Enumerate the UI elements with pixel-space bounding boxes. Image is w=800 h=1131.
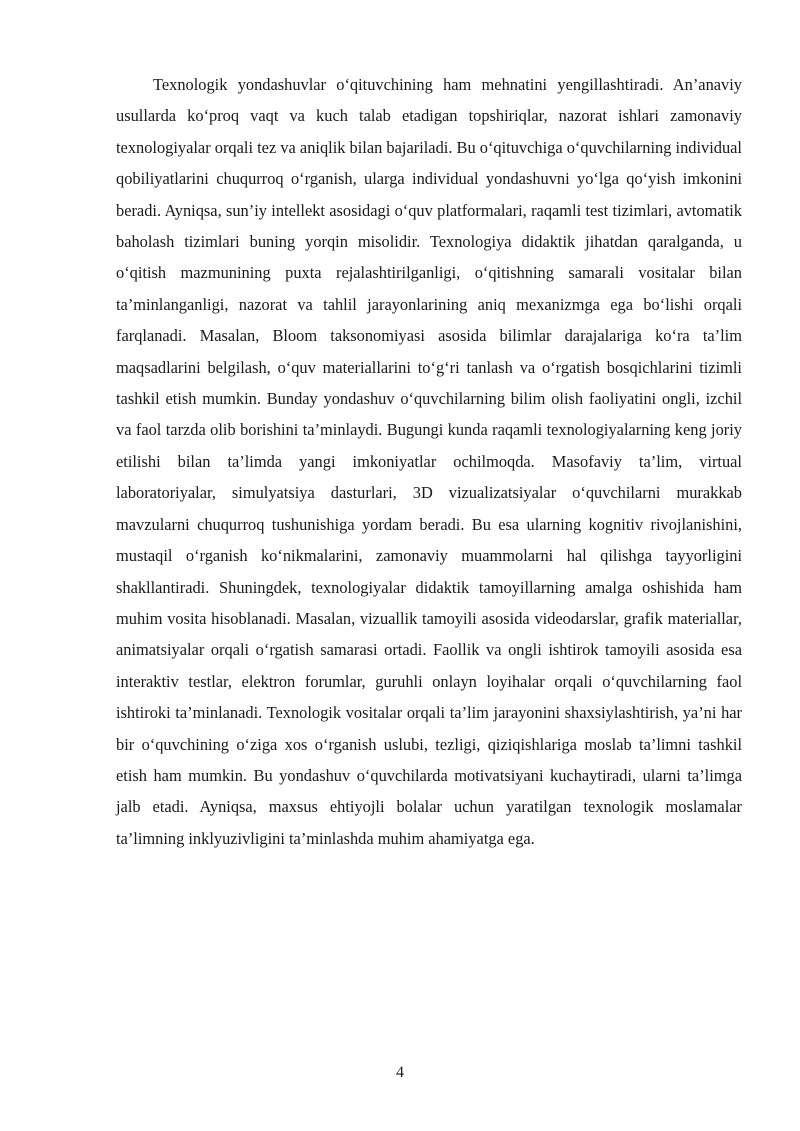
- document-page: [116, 69, 742, 854]
- body-paragraph: Texnologik yondashuvlar oʻqituvchining ham mehnatini yengillashtiradi. An’anaviy usullarda koʻproq vaqt va kuch talab etadigan topshiriqlar, nazorat ishlari zamonaviy texnologiyalar orqali tez va aniqlik bilan bajariladi. Bu oʻqituvchiga oʻquvchilarning individual qobiliyatlarini chuqurroq oʻrganish, ularga individual yondashuvni yoʻlga qoʻyish imkonini beradi. Ayniqsa, sun’iy intellekt asosidagi oʻquv platformalari, raqamli test tizimlari, avtomatik baholash tizimlari buning yorqin misolidir. Texnologiya didaktik jihatdan qaralganda, u oʻqitish mazmunining puxta rejalashtirilganligi, oʻqitishning samarali vositalar bilan ta’minlanganligi, nazorat va tahlil jarayonlarining aniq mexanizmga ega boʻlishi orqali farqlanadi. Masalan, Bloom taksonomiyasi asosida bilimlar darajalariga koʻra ta’lim maqsadlarini belgilash, oʻquv materiallarini toʻgʻri tanlash va oʻrgatish bosqichlarini tizimli tashkil etish mumkin. Bunday yondashuv oʻquvchilarning bilim olish faoliyatini ongli, izchil va faol tarzda olib borishini ta’minlaydi. Bugungi kunda raqamli texnologiyalarning keng joriy etilishi bilan ta’limda yangi imkoniyatlar ochilmoqda. Masofaviy ta’lim, virtual laboratoriyalar, simulyatsiya dasturlari, 3D vizualizatsiyalar oʻquvchilarni murakkab mavzularni chuqurroq tushunishiga yordam beradi. Bu esa ularning kognitiv rivojlanishini, mustaqil oʻrganish koʻnikmalarini, zamonaviy muammolarni hal qilishga tayyorligini shakllantiradi. Shuningdek, texnologiyalar didaktik tamoyillarning amalga oshishida ham muhim vosita hisoblanadi. Masalan, vizuallik tamoyili asosida videodarslar, grafik materiallar, animatsiyalar orqali oʻrgatish samarasi ortadi. Faollik va ongli ishtirok tamoyili asosida esa interaktiv testlar, elektron forumlar, guruhli onlayn loyihalar orqali oʻquvchilarning faol ishtiroki ta’minlanadi. Texnologik vositalar orqali ta’lim jarayonini shaxsiylashtirish, ya’ni har bir oʻquvchining oʻziga xos oʻrganish uslubi, tezligi, qiziqishlariga moslab ta’limni tashkil etish ham mumkin. Bu yondashuv oʻquvchilarda motivatsiyani kuchaytiradi, ularni ta’limga jalb etadi. Ayniqsa, maxsus ehtiyojli bolalar uchun yaratilgan texnologik moslamalar ta’limning inklyuzivligini ta’minlashda muhim ahamiyatga ega.: [116, 75, 742, 848]
- page-number: 4: [396, 1064, 404, 1081]
